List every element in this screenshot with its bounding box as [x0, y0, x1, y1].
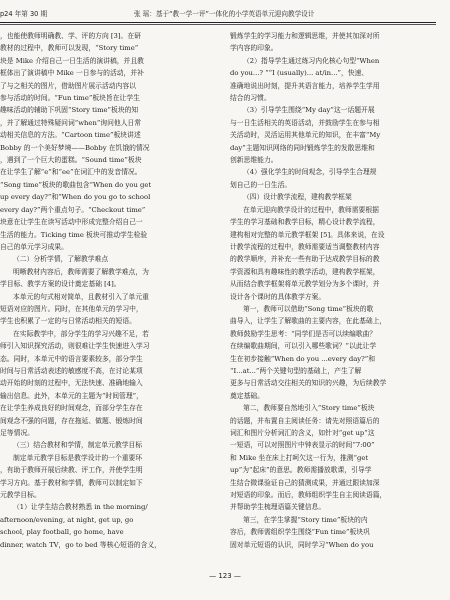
text-line: 本单元的句式相对简单，且教材引入了单元重: [13, 292, 149, 301]
text-line: 在单元迎向教学设计的过程中，教师需要根据: [243, 205, 379, 214]
right-text-column: [230, 30, 442, 566]
issue-label: p24 年第 30 期: [0, 10, 48, 18]
text-line: 在实际教学中，部分学生的学习兴趣不足，若: [13, 329, 149, 338]
text-line: 曲导入，让学生了解歌曲的主要内容，在此基础上，: [230, 317, 387, 326]
text-line: 时间与日常活动表述的敏感度不高，在讨论某项: [0, 366, 143, 375]
text-line: school, play football, go home, have: [0, 528, 124, 537]
text-line: 对短语的印象。而后，教师组织学生自主阅读语篇，: [230, 491, 387, 500]
text-line: 自己的单元学习成果。: [0, 242, 68, 251]
text-line: ，并了解通过特殊疑问词“when”询问他人日常: [0, 118, 142, 127]
text-line: 一短语，可以对照图片中钟表显示的时间“7:00”: [230, 441, 375, 450]
text-line: 容后，教师需组织学生围绕“Fun time”板块巩: [230, 528, 370, 537]
text-line: 输出信息。此外，本单元的主题为“时间管理”，: [0, 391, 143, 400]
text-line: 与一日生活相关的英语活动，并鼓励学生在参与相: [230, 118, 380, 127]
text-line: 元教学目标。: [0, 491, 41, 500]
text-line: 创新思维能力。: [230, 156, 278, 165]
text-line: （3）引导学生围绕“My day”这一话题开展: [243, 106, 375, 115]
text-line: 固对单元短语的认识，同时学习“When do you: [230, 540, 374, 549]
text-line: ，也能使教师明确教、学、评的方向 [3]。在研: [0, 32, 141, 40]
text-line: ，有助于教师开展后续教、评工作，并使学生明: [0, 466, 143, 475]
text-line: every day?”两个重点句子。“Checkout time”: [0, 205, 146, 214]
text-line: 第一，教师可以借助“Song time”板块的歌: [243, 304, 374, 313]
text-line: 第二，教师要自然地引入“Story time”板块: [243, 404, 375, 413]
text-line: 更多与日常活动交往相关的知识的兴趣，为后续教学: [230, 379, 387, 388]
text-line: 趣味活动的辅助下巩固“Story time”板块的知: [0, 106, 139, 115]
text-line: 准确地说出时刻，提升其语言能力，培养学生学用: [230, 81, 380, 90]
text-line: 学习方向。基于教材和学情，教师可以制定如下: [0, 478, 143, 487]
text-line: dinner, watch TV，go to bed 等核心短语的含义，: [0, 540, 161, 549]
header-rule: [0, 22, 436, 23]
text-line: 制定单元教学目标是教学设计的一个重要环: [13, 453, 143, 462]
text-line: 第三，在学生掌握“Story time”板块的内: [243, 515, 368, 524]
text-line: 的话题，并布置自主阅读任务：请先对照语篇后的: [230, 416, 380, 425]
text-line: 和 Mike 坐在床上打呵欠这一行为，推测“get: [230, 453, 369, 462]
text-line: 教师鼓励学生思考：“同学们是否可以续编歌曲？: [230, 329, 377, 338]
text-line: 计教学流程的过程中，教师需要适当调整教材内容: [230, 242, 380, 251]
text-line: （三）结合教材和学情，制定单元教学目标: [13, 441, 143, 450]
text-line: 间观念不强的问题，存在拖延、做题、锻炼时间: [0, 416, 143, 425]
running-header: [0, 7, 450, 21]
text-line: 锻炼学生的学习能力和逻辑思维，并使其加深对所: [230, 32, 380, 40]
text-line: 结合的习惯。: [230, 94, 271, 103]
text-line: 动相关信息的方法。“Cartoon time”板块讲述: [0, 131, 141, 140]
text-line: 词汇和图片分析词汇的含义，如针对“get up”这: [230, 429, 375, 437]
text-line: 了与之相关的图片，借助图片展示活动内容以: [0, 81, 136, 90]
text-line: 关活动时，灵活运用其他单元的知识，在丰富“My: [230, 131, 381, 140]
text-line: （1）让学生结合教材熟悉 in the morning/: [13, 503, 148, 512]
text-line: 学资源和具有趣味性的教学活动，建构教学框架，: [230, 267, 380, 276]
text-line: 动开始的时刻的过程中，无法快速、准确地输入: [0, 379, 143, 388]
text-line: 的教学顺序，并补充一些有助于达成教学目标的教: [230, 255, 380, 264]
text-line: （2）指导学生通过练习内化核心句型“When: [243, 56, 380, 65]
text-line: 从而结合教学框架将单元教学划分为多个课时，并: [230, 280, 380, 289]
text-line: 学目标、教学方案的设计奠定基础 [4]。: [0, 280, 121, 289]
text-line: （4）强化学生的时间观念，引导学生合理规: [243, 168, 377, 177]
left-text-column: [0, 30, 218, 566]
text-line: ，遇到了一个巨大的蛋糕。“Sound time”板块: [0, 156, 142, 165]
text-line: 块是 Mike 介绍自己一日生活的演讲稿，并且教: [0, 56, 144, 65]
text-line: 并帮助学生梳理语篇关键信息。: [230, 503, 326, 512]
text-line: up”为“起床”的意思。教师需播放歌课，引导学: [230, 466, 372, 475]
text-line: 生活的能力。Ticking time 板块可推动学生检验: [0, 230, 148, 239]
text-line: 建构相对完整的单元教学框架 [5]。具体来说，在设: [230, 230, 385, 239]
text-line: 设计各个课时的具体教学方案。: [230, 292, 326, 301]
text-line: 师引入知识探究活动，则很难让学生快速进入学习: [0, 342, 150, 351]
text-line: 奠定基础。: [230, 391, 264, 400]
page-number: — 123 —: [209, 572, 241, 580]
text-line: 在让学生养成良好的时间观念，而部分学生存在: [0, 404, 143, 413]
text-line: 明晰教材内容后，教师需要了解教学难点，为: [13, 267, 149, 276]
text-line: 参与活动的时间。“Fun time”板块旨在让学生: [0, 94, 140, 103]
text-line: “Song time”板块的歌曲包含“When do you get: [0, 180, 152, 189]
text-line: （二）分析学情，了解教学难点: [13, 255, 109, 264]
text-line: 在续编歌曲期间，可以引入哪些歌词？”以此让学: [230, 342, 377, 351]
text-line: day”主题知识网络的同时锻炼学生的发散思维和: [230, 143, 375, 152]
text-line: 学生的学习基础和教学目标，精心设计教学流程，: [230, 218, 380, 227]
text-line: do you...? ”“I (usually)... at/in...”，快速、: [230, 69, 369, 78]
text-line: 足等情况。: [0, 429, 34, 437]
text-line: 学内容的印象。: [230, 44, 278, 53]
text-line: 划自己的一日生活。: [230, 180, 292, 189]
text-line: afternoon/evening, at night, get up, go: [0, 515, 134, 524]
header-rule-thin: [0, 24, 436, 25]
text-line: up every day?”和“When do you go to school: [0, 193, 151, 202]
text-line: 学生也积累了一定的与日常活动相关的短语。: [0, 317, 136, 326]
text-line: 生结合微课验证自己的猜测成果，并通过跟读加深: [230, 478, 380, 487]
text-line: 块意在让学生在读写活动中形成完整介绍自己一: [0, 218, 143, 227]
text-line: 态。同时，本单元中的语言要素较多，部分学生: [0, 354, 143, 363]
text-line: Bobby 的一个美好梦境——Bobby 在饥饿的情况: [0, 143, 150, 152]
text-line: “I...at...”两个关键句型的基础上，产生了解: [230, 366, 362, 375]
text-line: 生在初步接触“When do you ...every day?”和: [230, 354, 376, 363]
text-line: 框体出了演讲稿中 Mike 一日参与的活动，并补: [0, 69, 144, 78]
running-title: 张 瑶：基于“教一学一评”一体化的小学英语单元迎向教学设计: [134, 10, 315, 18]
text-line: 在让学生了解“e”和“ee”在词汇中的发音情况。: [0, 168, 142, 177]
text-line: 教材的过程中，教师可以发现，“Story time”: [0, 44, 139, 53]
text-line: （四）设计教学流程，建构教学框架: [243, 193, 352, 202]
text-line: 短语对应的图片。同时，在其他单元的学习中，: [0, 304, 143, 313]
